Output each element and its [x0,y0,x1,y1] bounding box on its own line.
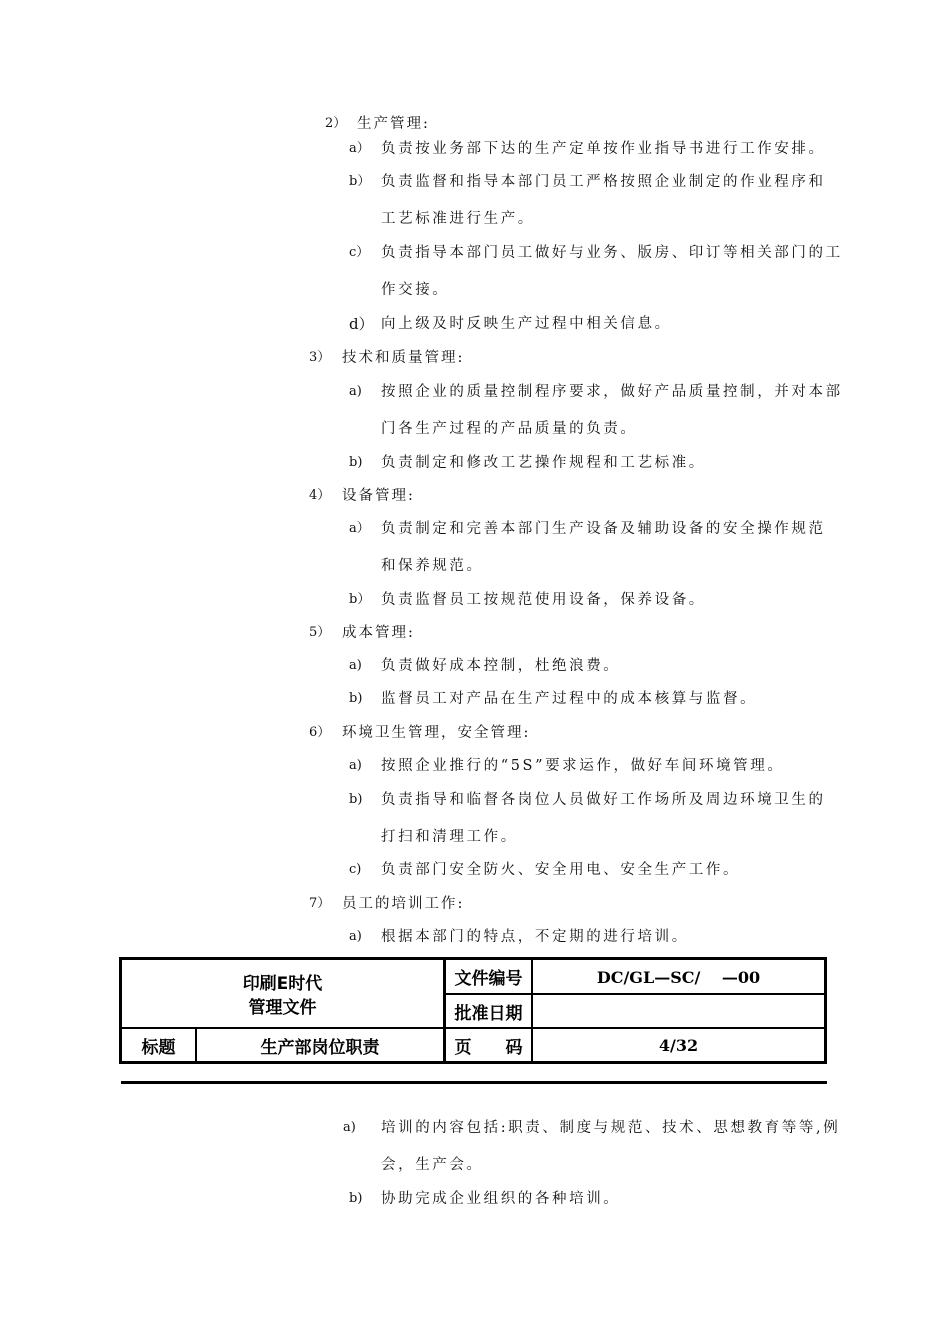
item-marker: b） [349,174,371,189]
item-text: 负责监督员工按规范使用设备，保养设备。 [381,592,706,608]
doc-no-value: DC/GL—SC/ —00 [596,968,761,987]
item-text: 负责指导和临督各岗位人员做好工作场所及周边环境卫生的 [381,792,826,808]
item-text: 根据本部门的特点，不定期的进行培训。 [381,929,689,945]
item-marker: c) [349,862,362,877]
item-marker: a) [349,758,362,773]
item-text: 负责指导本部门员工做好与业务、版房、印订等相关部门的工 [381,245,843,261]
page-label: 页 码 [454,1037,523,1058]
item-marker: a） [349,521,370,536]
item-marker: a) [349,929,362,944]
item-text: 向上级及时反映生产过程中相关信息。 [381,316,672,332]
document-title: 生产部岗位职责 [260,1037,380,1058]
item-text: 负责制定和完善本部门生产设备及辅助设备的安全操作规范 [381,521,826,537]
item-text: 培训的内容包括:职责、制度与规范、技术、思想教育等等,例 [381,1120,841,1136]
section-title: 员工的培训工作: [342,896,465,912]
item-text-continued: 打扫和清理工作。 [381,829,518,845]
item-text: 负责按业务部下达的生产定单按作业指导书进行工作安排。 [381,141,826,157]
item-marker: a) [343,1120,356,1135]
doc-no-label: 文件编号 [454,969,523,989]
company-name [122,964,443,1027]
section-title: 生产管理: [357,116,430,132]
item-marker: b） [349,592,371,607]
item-marker: b) [349,792,363,807]
section-title: 设备管理: [342,488,415,504]
item-marker: b) [349,455,363,470]
item-marker: c） [349,245,370,260]
section-number: 6） [309,725,331,740]
item-text-continued: 和保养规范。 [381,558,484,574]
company-line-2: 管理文件 [248,997,317,1018]
title-label: 标题 [141,1037,176,1058]
item-text-continued: 门各生产过程的产品质量的负责。 [381,421,638,437]
item-text: 负责监督和指导本部门员工严格按照企业制定的作业程序和 [381,174,826,190]
item-text: 负责制定和修改工艺操作规程和工艺标准。 [381,455,706,471]
item-marker: a) [349,384,362,399]
section-number: 4） [309,488,331,503]
item-text-continued: 作交接。 [381,282,450,298]
item-marker: b) [349,1191,363,1206]
section-number: 3） [309,350,331,365]
item-text: 监督员工对产品在生产过程中的成本核算与监督。 [381,691,758,707]
section-title: 成本管理: [342,625,415,641]
item-text: 按照企业推行的“5S”要求运作，做好车间环境管理。 [381,758,785,774]
approve-date-value [533,995,824,1027]
section-title: 技术和质量管理: [342,350,465,366]
company-line-1: 印刷E时代 [242,973,323,994]
section-title: 环境卫生管理，安全管理: [342,725,531,741]
approve-date-label: 批准日期 [454,1003,523,1024]
page-number: 4/32 [658,1035,699,1055]
item-marker: b) [349,691,363,706]
item-marker: a） [349,141,370,156]
item-text: 协助完成企业组织的各种培训。 [381,1191,621,1207]
item-text-continued: 会，生产会。 [381,1157,484,1173]
item-marker: d） [349,315,374,333]
item-text: 负责做好成本控制，杜绝浪费。 [381,658,621,674]
header-rule [121,1081,827,1084]
item-text: 负责部门安全防火、安全用电、安全生产工作。 [381,862,741,878]
item-text-continued: 工艺标准进行生产。 [381,211,535,227]
section-number: 5） [309,625,331,640]
section-number: 7） [309,896,331,911]
section-number: 2） [325,116,347,131]
item-marker: a) [349,658,362,673]
page-header-table [119,957,827,1064]
item-text: 按照企业的质量控制程序要求，做好产品质量控制，并对本部 [381,384,843,400]
